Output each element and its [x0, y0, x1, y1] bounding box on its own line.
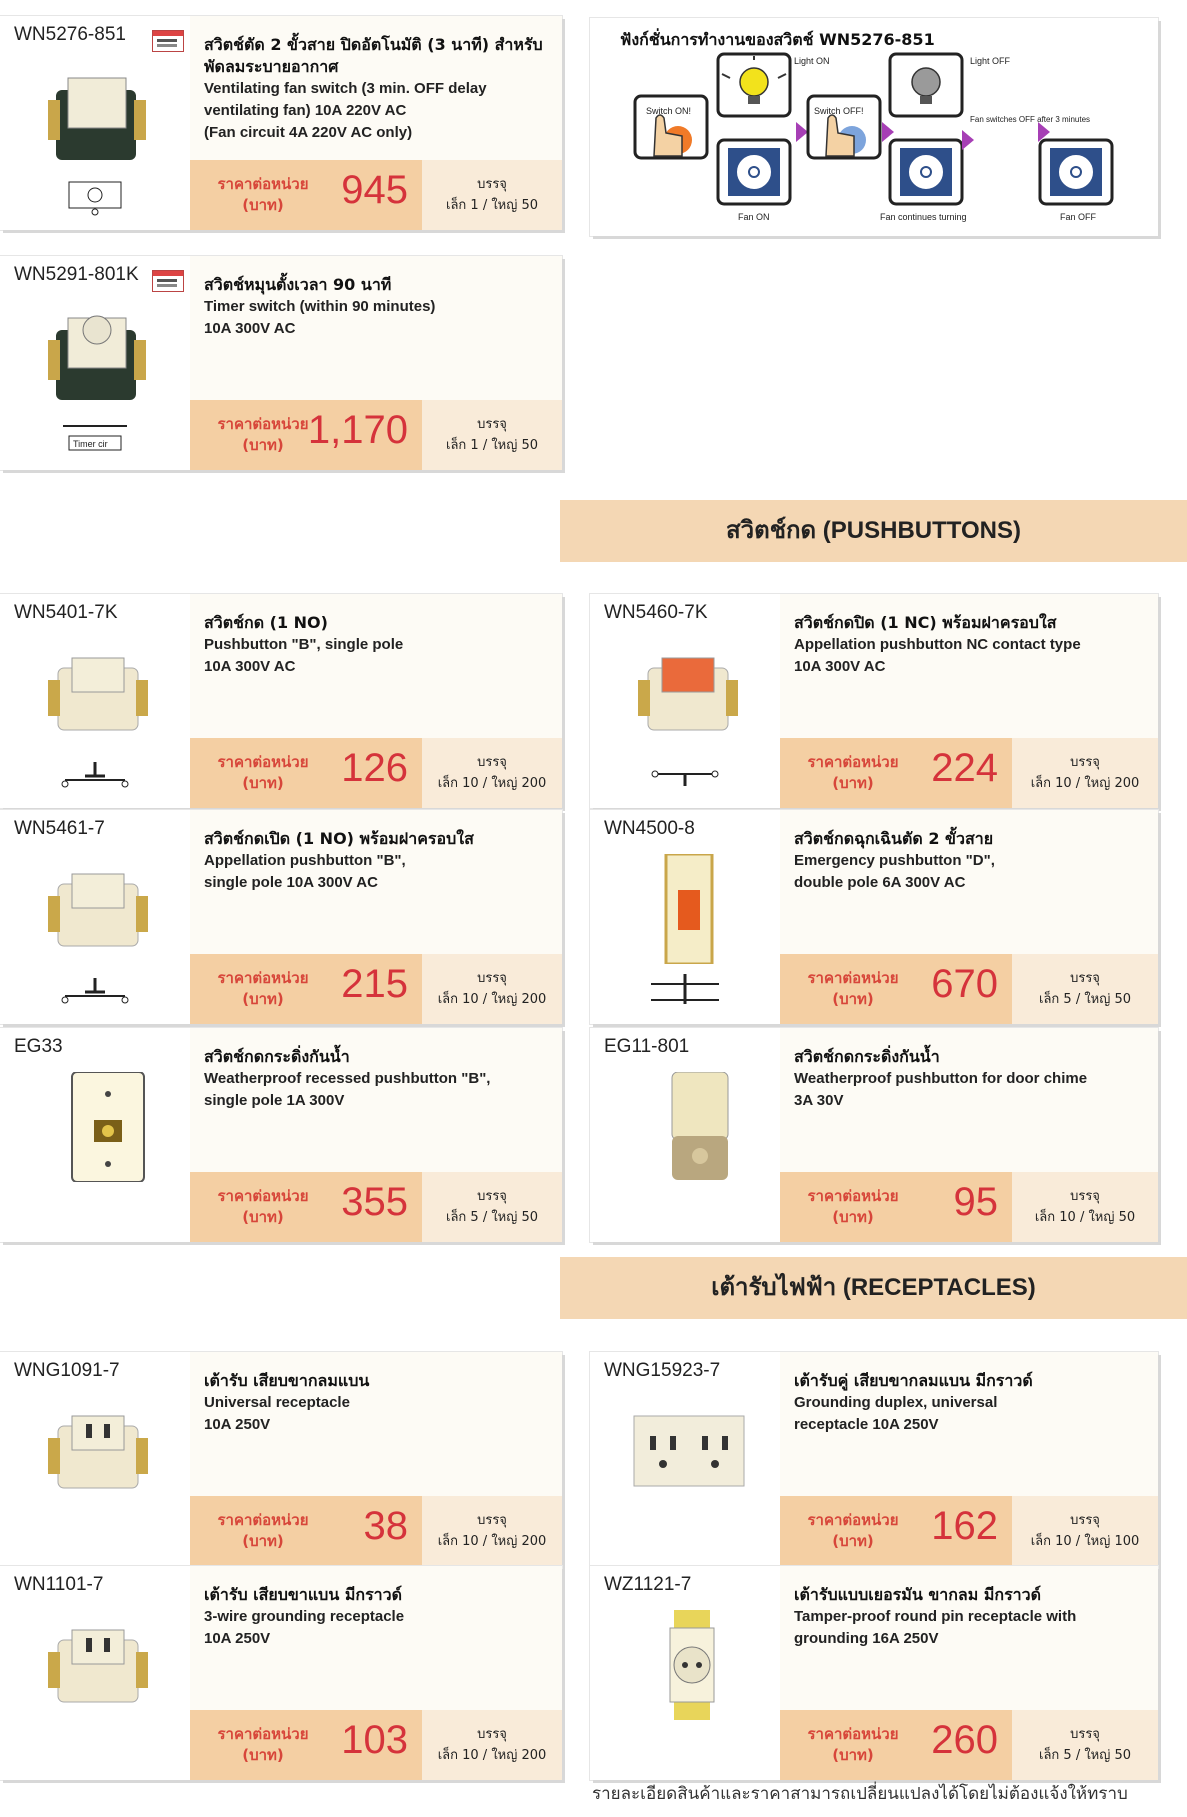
circuit-symbol	[55, 176, 135, 216]
timer-circuit-symbol	[55, 416, 135, 456]
arrow-icon	[796, 122, 808, 142]
pack-value: เล็ก 10 / ใหญ่ 100	[1030, 1534, 1140, 1549]
price-box	[780, 738, 1012, 808]
product-description	[204, 1046, 552, 1112]
circuit-symbol	[645, 1726, 725, 1766]
product-image	[28, 854, 168, 964]
circuit-symbol	[55, 754, 135, 794]
light-off-step	[890, 54, 1011, 116]
circuit-symbol	[55, 416, 135, 456]
switch-off-label: Switch OFF!	[814, 106, 864, 116]
product-image	[28, 60, 168, 170]
price-box	[190, 954, 422, 1024]
arrow-icon	[882, 122, 894, 142]
product-info	[780, 594, 1158, 808]
price-label-line2: (บาท)	[832, 1208, 874, 1226]
door-chime-pushbutton-image	[618, 1072, 758, 1182]
pack-label: บรรจุ	[477, 177, 507, 192]
english-description	[204, 850, 552, 894]
price-value: 95	[953, 1180, 998, 1224]
product-card-eg33	[0, 1028, 562, 1242]
price-label-line1: ราคาต่อหน่วย	[217, 1725, 309, 1743]
product-code: EG33	[14, 1036, 63, 1057]
pack-info	[422, 968, 562, 1010]
english-line: Ventilating fan switch (3 min. OFF delay	[204, 80, 487, 97]
english-line: Weatherproof recessed pushbutton "B",	[204, 1070, 491, 1087]
product-image	[28, 1396, 168, 1506]
product-code: WZ1121-7	[604, 1574, 692, 1595]
section-header-receptacles: เต้ารับไฟฟ้า (RECEPTACLES)	[560, 1257, 1187, 1319]
product-info	[190, 1352, 562, 1566]
pack-box	[422, 738, 562, 808]
price-box	[780, 1172, 1012, 1242]
price-label-line2: (บาท)	[242, 1532, 284, 1550]
product-code: WN1101-7	[14, 1574, 104, 1595]
english-description	[794, 1606, 1148, 1650]
price-box	[190, 738, 422, 808]
product-card-wn1101-7	[0, 1566, 562, 1780]
product-code: WNG1091-7	[14, 1360, 120, 1381]
price-value: 260	[931, 1718, 998, 1762]
product-info	[780, 1352, 1158, 1566]
price-box	[780, 1710, 1012, 1780]
english-line: single pole 1A 300V	[204, 1092, 345, 1109]
product-info	[190, 810, 562, 1024]
pack-value: เล็ก 5 / ใหญ่ 50	[446, 1210, 538, 1225]
footer-note: รายละเอียดสินค้าและราคาสามารถเปลี่ยนแปลงได้โดยไม่ต้องแจ้งให้ทราบ	[592, 1784, 1128, 1804]
english-line: Timer switch (within 90 minutes)	[204, 298, 436, 315]
price-label	[208, 1724, 318, 1766]
price-label	[798, 1510, 908, 1552]
light-off-label: Light OFF	[970, 56, 1011, 66]
circuit-symbol	[55, 1512, 135, 1552]
fan-switches-off-label: Fan switches OFF after 3 minutes	[970, 115, 1091, 124]
english-description	[204, 296, 552, 340]
price-value: 355	[341, 1180, 408, 1224]
product-code: WN5276-851	[14, 24, 126, 45]
english-line: Emergency pushbutton "D",	[794, 852, 995, 869]
pack-box	[422, 400, 562, 470]
pack-label: บรรจุ	[1070, 1189, 1100, 1204]
timer-switch-image	[28, 300, 168, 410]
product-info	[780, 1028, 1158, 1242]
nc-pushbutton-image	[618, 638, 758, 748]
price-label-line2: (บาท)	[242, 1746, 284, 1764]
product-code: WNG15923-7	[604, 1360, 721, 1381]
no-contact-symbol	[55, 754, 135, 794]
price-value: 103	[341, 1718, 408, 1762]
english-line: receptacle 10A 250V	[794, 1416, 939, 1433]
product-image	[28, 1610, 168, 1720]
product-code: WN4500-8	[604, 818, 695, 839]
arrow-icon	[962, 130, 974, 150]
price-box	[190, 1710, 422, 1780]
price-label-line2: (บาท)	[832, 1746, 874, 1764]
english-line: 10A 300V AC	[794, 658, 886, 675]
product-description	[204, 828, 552, 894]
price-label-line2: (บาท)	[242, 1208, 284, 1226]
price-box	[190, 1172, 422, 1242]
switch-on-label: Switch ON!	[646, 106, 692, 116]
pack-box	[422, 160, 562, 230]
english-description	[204, 78, 552, 144]
product-card-wn5401-7k	[0, 594, 562, 808]
product-image	[28, 638, 168, 748]
english-description	[794, 1392, 1148, 1436]
price-label-line1: ราคาต่อหน่วย	[217, 1511, 309, 1529]
thai-name: สวิตช์กดกระดิ่งกันน้ำ	[794, 1047, 940, 1066]
fan-off-label: Fan OFF	[1060, 212, 1097, 222]
price-label-line1: ราคาต่อหน่วย	[807, 753, 899, 771]
pack-info	[1012, 752, 1158, 794]
product-info	[190, 594, 562, 808]
pack-value: เล็ก 5 / ใหญ่ 50	[1039, 992, 1131, 1007]
pack-value: เล็ก 10 / ใหญ่ 50	[1034, 1210, 1136, 1225]
pack-label: บรรจุ	[1070, 1513, 1100, 1528]
switch-off-step	[808, 96, 880, 158]
fan-off-step	[1040, 140, 1112, 222]
english-line: 10A 250V	[204, 1416, 271, 1433]
product-card-eg11-801	[590, 1028, 1158, 1242]
nc-contact-symbol	[645, 754, 725, 794]
thai-name: สวิตช์กดเปิด (1 NO) พร้อมฝาครอบใส	[204, 829, 474, 848]
product-description	[204, 612, 552, 678]
thai-name: สวิตช์กดปิด (1 NC) พร้อมฝาครอบใส	[794, 613, 1057, 632]
switch-on-step	[635, 96, 707, 158]
english-description	[794, 634, 1148, 678]
light-on-label: Light ON	[794, 56, 830, 66]
english-description	[204, 1392, 552, 1436]
thai-name: เต้ารับคู่ เสียบขากลมแบน มีกราวด์	[794, 1371, 1033, 1390]
thai-name: สวิตช์หมุนตั้งเวลา 90 นาที	[204, 275, 392, 294]
emergency-pushbutton-image	[618, 854, 758, 964]
duplex-receptacle-image	[618, 1396, 758, 1506]
product-description	[204, 1584, 552, 1650]
circuit-symbol	[645, 1512, 725, 1552]
pack-box	[1012, 738, 1158, 808]
price-label	[798, 1724, 908, 1766]
schuko-receptacle-image	[618, 1610, 758, 1720]
price-label-line1: ราคาต่อหน่วย	[807, 1187, 899, 1205]
double-pole-symbol	[645, 970, 725, 1010]
price-label-line2: (บาท)	[242, 774, 284, 792]
circuit-symbol	[55, 970, 135, 1010]
price-label-line1: ราคาต่อหน่วย	[217, 753, 309, 771]
english-line: 10A 250V	[204, 1630, 271, 1647]
english-line: ventilating fan) 10A 220V AC	[204, 102, 407, 119]
pack-value: เล็ก 10 / ใหญ่ 200	[437, 992, 547, 1007]
price-label-line1: ราคาต่อหน่วย	[807, 1511, 899, 1529]
price-label	[208, 968, 318, 1010]
pushbutton-image	[28, 638, 168, 748]
diagram-title: ฟังก์ชั่นการทำงานของสวิตช์ WN5276-851	[620, 30, 935, 49]
pack-info	[422, 1186, 562, 1228]
pack-label: บรรจุ	[477, 1189, 507, 1204]
english-line: double pole 6A 300V AC	[794, 874, 966, 891]
product-image	[618, 854, 758, 964]
price-value: 38	[363, 1504, 408, 1548]
pack-box	[1012, 1172, 1158, 1242]
price-box	[190, 400, 422, 470]
section-header-pushbuttons: สวิตช์กด (PUSHBUTTONS)	[560, 500, 1187, 562]
product-code: WN5461-7	[14, 818, 105, 839]
price-value: 1,170	[307, 408, 408, 452]
product-card-wn5291-801k	[0, 256, 562, 470]
product-card-wng1091-7	[0, 1352, 562, 1566]
timer-symbol-label: Timer cir	[73, 439, 108, 449]
product-description	[794, 1370, 1148, 1436]
pack-label: บรรจุ	[1070, 1727, 1100, 1742]
pack-value: เล็ก 10 / ใหญ่ 200	[437, 1748, 547, 1763]
english-line: 10A 300V AC	[204, 658, 296, 675]
diagram-illustration	[590, 18, 1158, 236]
english-description	[794, 1068, 1148, 1112]
pack-info	[422, 1724, 562, 1766]
product-image	[618, 1072, 758, 1182]
thai-name: สวิตช์กดกระดิ่งกันน้ำ	[204, 1047, 350, 1066]
price-label-line1: ราคาต่อหน่วย	[807, 1725, 899, 1743]
english-line: 10A 300V AC	[204, 320, 296, 337]
pack-box	[422, 1172, 562, 1242]
circuit-symbol	[645, 970, 725, 1010]
price-label-line1: ราคาต่อหน่วย	[217, 969, 309, 987]
product-image	[618, 1610, 758, 1720]
price-box	[190, 160, 422, 230]
thai-name: สวิตช์ตัด 2 ขั้วสาย ปิดอัตโนมัติ (3 นาที) สำหรับพัดลมระบายอากาศ	[204, 35, 543, 76]
english-line: Tamper-proof round pin receptacle with	[794, 1608, 1077, 1625]
circuit-symbol	[55, 1188, 135, 1228]
price-label-line2: (บาท)	[832, 1532, 874, 1550]
product-card-wng15923-7	[590, 1352, 1158, 1566]
price-box	[190, 1496, 422, 1566]
price-label-line2: (บาท)	[242, 990, 284, 1008]
weatherproof-recessed-pushbutton-image	[28, 1072, 168, 1182]
fan-on-label: Fan ON	[738, 212, 770, 222]
pack-value: เล็ก 1 / ใหญ่ 50	[446, 438, 538, 453]
english-line: (Fan circuit 4A 220V AC only)	[204, 124, 413, 141]
product-info	[190, 256, 562, 470]
price-value: 670	[931, 962, 998, 1006]
product-info	[190, 16, 562, 230]
pack-info	[422, 174, 562, 216]
price-label-line2: (บาท)	[832, 990, 874, 1008]
warning-badge-icon	[152, 30, 184, 52]
pack-label: บรรจุ	[1070, 755, 1100, 770]
pack-label: บรรจุ	[477, 1513, 507, 1528]
price-label-line1: ราคาต่อหน่วย	[807, 969, 899, 987]
product-image	[618, 638, 758, 748]
grounding-receptacle-image	[28, 1610, 168, 1720]
english-description	[204, 634, 552, 678]
fan-continues-label: Fan continues turning	[880, 212, 967, 222]
product-description	[794, 612, 1148, 678]
pack-box	[422, 1710, 562, 1780]
price-label-line2: (บาท)	[832, 774, 874, 792]
price-box	[780, 954, 1012, 1024]
fan-continues-step	[880, 140, 967, 222]
price-label-line1: ราคาต่อหน่วย	[217, 175, 309, 193]
thai-name: เต้ารับ เสียบขาแบน มีกราวด์	[204, 1585, 403, 1604]
product-code: WN5291-801K	[14, 264, 139, 285]
price-label	[208, 414, 318, 456]
circuit-symbol	[645, 1188, 725, 1228]
product-card-wz1121-7	[590, 1566, 1158, 1780]
pack-label: บรรจุ	[477, 417, 507, 432]
circuit-symbol	[645, 754, 725, 794]
pack-value: เล็ก 10 / ใหญ่ 200	[1030, 776, 1140, 791]
product-card-wn5461-7	[0, 810, 562, 1024]
thai-name: เต้ารับ เสียบขากลมแบน	[204, 1371, 370, 1390]
product-card-wn5276-851	[0, 16, 562, 230]
pack-box	[1012, 1496, 1158, 1566]
pack-info	[422, 1510, 562, 1552]
pack-info	[1012, 968, 1158, 1010]
product-info	[190, 1566, 562, 1780]
fan-timer-switch-image	[28, 60, 168, 170]
universal-receptacle-image	[28, 1396, 168, 1506]
product-code: EG11-801	[604, 1036, 690, 1057]
english-line: grounding 16A 250V	[794, 1630, 939, 1647]
function-diagram	[590, 18, 1158, 236]
product-description	[204, 1370, 552, 1436]
thai-name: สวิตช์กด (1 NO)	[204, 613, 328, 632]
product-card-wn5460-7k	[590, 594, 1158, 808]
english-line: Grounding duplex, universal	[794, 1394, 998, 1411]
product-description	[204, 34, 552, 144]
pack-info	[1012, 1186, 1158, 1228]
pack-box	[1012, 1710, 1158, 1780]
english-line: Weatherproof pushbutton for door chime	[794, 1070, 1088, 1087]
pack-info	[422, 752, 562, 794]
pack-value: เล็ก 10 / ใหญ่ 200	[437, 1534, 547, 1549]
price-label	[798, 752, 908, 794]
product-code: WN5460-7K	[604, 602, 708, 623]
price-value: 126	[341, 746, 408, 790]
price-value: 224	[931, 746, 998, 790]
warning-badge-icon	[152, 270, 184, 292]
pack-box	[1012, 954, 1158, 1024]
price-value: 215	[341, 962, 408, 1006]
price-label	[208, 1510, 318, 1552]
fan-on-step	[718, 140, 790, 222]
english-line: 3A 30V	[794, 1092, 844, 1109]
product-image	[28, 300, 168, 410]
english-description	[204, 1068, 552, 1112]
pack-label: บรรจุ	[1070, 971, 1100, 986]
no-contact-symbol	[55, 970, 135, 1010]
product-card-wn4500-8	[590, 810, 1158, 1024]
fan-switch-circuit-symbol	[55, 176, 135, 216]
price-label-line1: ราคาต่อหน่วย	[217, 1187, 309, 1205]
english-description	[204, 1606, 552, 1650]
product-image	[28, 1072, 168, 1182]
product-image	[618, 1396, 758, 1506]
price-box	[780, 1496, 1012, 1566]
english-line: 3-wire grounding receptacle	[204, 1608, 405, 1625]
product-description	[794, 1584, 1148, 1650]
price-label	[208, 752, 318, 794]
pack-info	[422, 414, 562, 456]
pack-value: เล็ก 1 / ใหญ่ 50	[446, 198, 538, 213]
thai-name: สวิตช์กดฉุกเฉินตัด 2 ขั้วสาย	[794, 829, 994, 848]
product-description	[794, 828, 1148, 894]
english-line: single pole 10A 300V AC	[204, 874, 378, 891]
pack-info	[1012, 1510, 1158, 1552]
product-description	[204, 274, 552, 340]
product-description	[794, 1046, 1148, 1112]
product-code: WN5401-7K	[14, 602, 118, 623]
english-line: Appellation pushbutton NC contact type	[794, 636, 1081, 653]
circuit-symbol	[55, 1726, 135, 1766]
price-label	[798, 1186, 908, 1228]
pack-box	[422, 954, 562, 1024]
pack-info	[1012, 1724, 1158, 1766]
price-value: 945	[341, 168, 408, 212]
price-label	[208, 174, 318, 216]
price-label-line2: (บาท)	[242, 436, 284, 454]
product-info	[190, 1028, 562, 1242]
thai-name: เต้ารับแบบเยอรมัน ขากลม มีกราวด์	[794, 1585, 1042, 1604]
pack-label: บรรจุ	[477, 1727, 507, 1742]
product-info	[780, 1566, 1158, 1780]
english-description	[794, 850, 1148, 894]
pack-value: เล็ก 5 / ใหญ่ 50	[1039, 1748, 1131, 1763]
price-value: 162	[931, 1504, 998, 1548]
price-label-line1: ราคาต่อหน่วย	[217, 415, 309, 433]
price-label-line2: (บาท)	[242, 196, 284, 214]
pack-box	[422, 1496, 562, 1566]
no-pushbutton-cover-image	[28, 854, 168, 964]
english-line: Pushbutton "B", single pole	[204, 636, 404, 653]
price-label	[208, 1186, 318, 1228]
product-info	[780, 810, 1158, 1024]
pack-label: บรรจุ	[477, 971, 507, 986]
pack-value: เล็ก 10 / ใหญ่ 200	[437, 776, 547, 791]
price-label	[798, 968, 908, 1010]
english-line: Universal receptacle	[204, 1394, 350, 1411]
pack-label: บรรจุ	[477, 755, 507, 770]
english-line: Appellation pushbutton "B",	[204, 852, 406, 869]
